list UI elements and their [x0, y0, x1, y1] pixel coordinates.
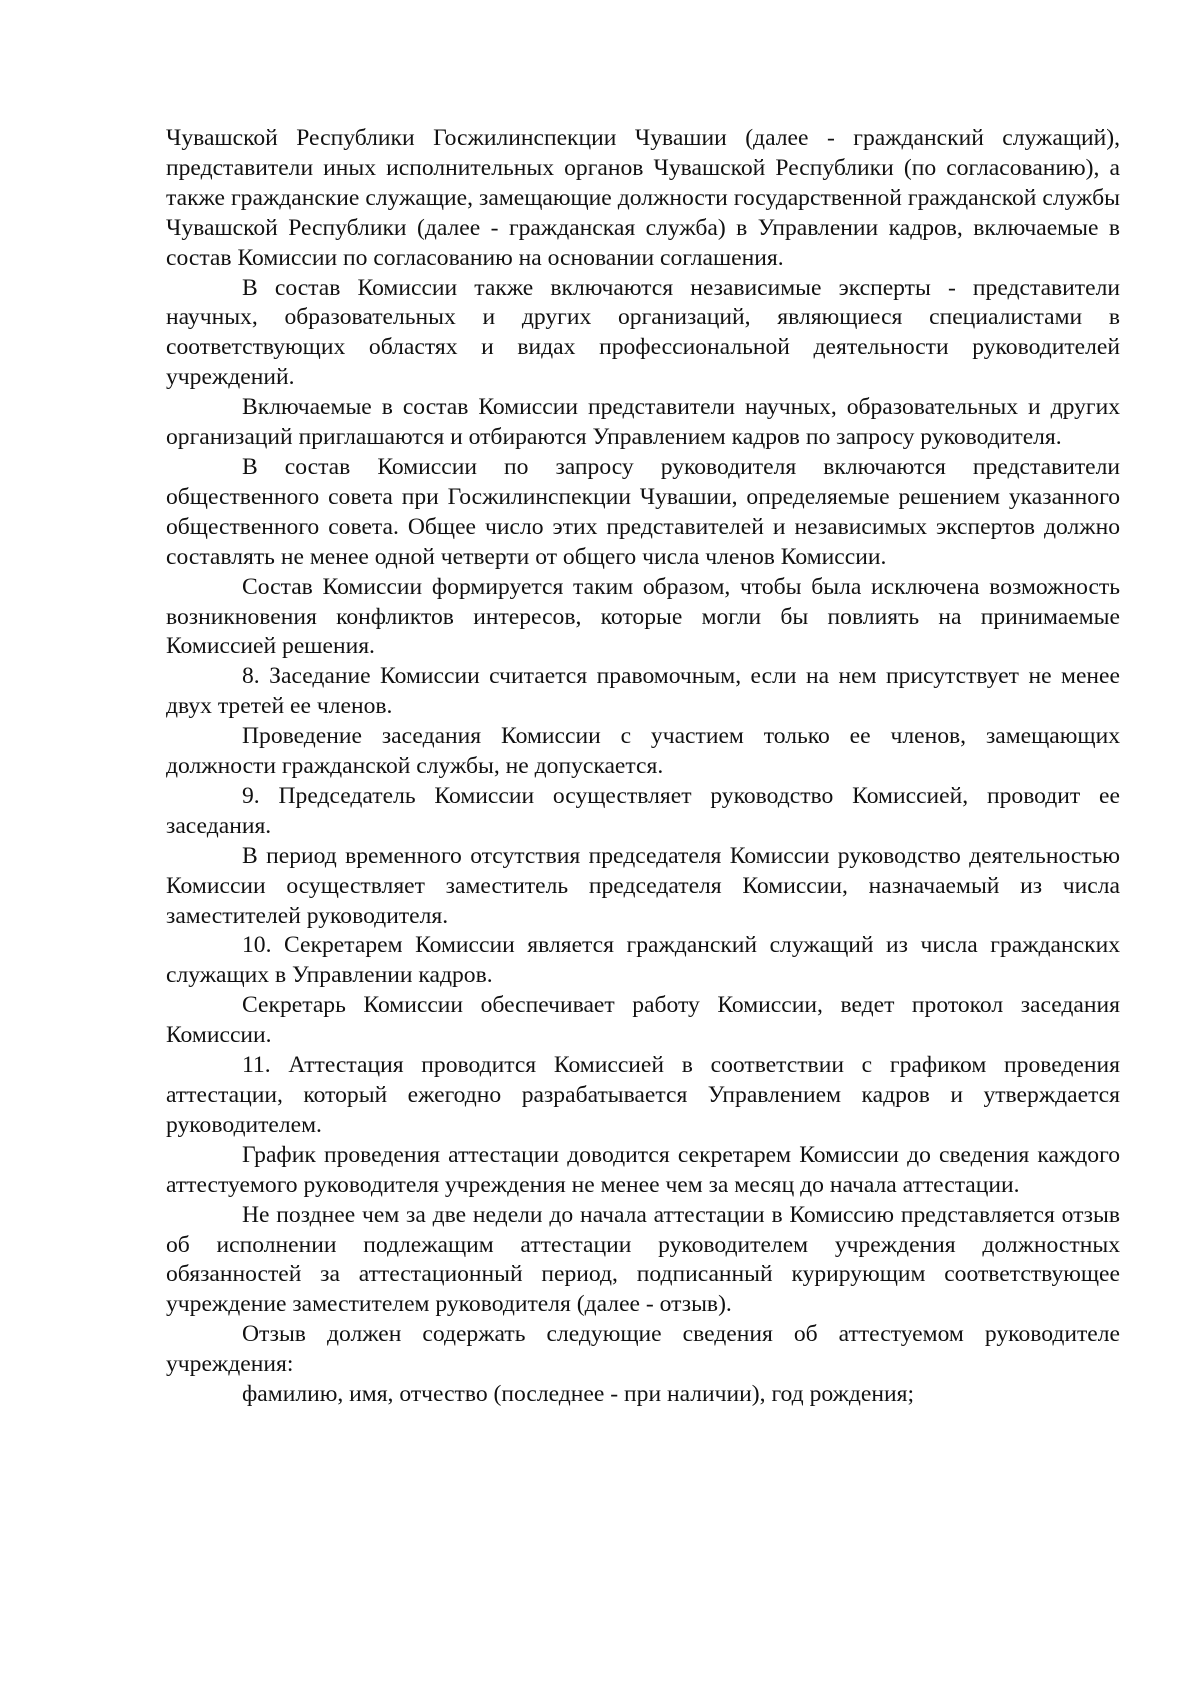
paragraph-item-11-schedule: 11. Аттестация проводится Комиссией в соответствии с графиком проведения аттестации, который ежегодно разрабатывается Управлением кадров и утверждается руководителем.	[166, 1052, 1120, 1138]
paragraph-meeting-restriction: Проведение заседания Комиссии с участием только ее членов, замещающих должности гражданской службы, не допускается.	[166, 723, 1120, 780]
paragraph-review-item-name: фамилию, имя, отчество (последнее - при наличии), год рождения;	[242, 1381, 915, 1408]
paragraph-item-9-chairman: 9. Председатель Комиссии осуществляет руководство Комиссией, проводит ее заседания.	[166, 782, 1120, 839]
paragraph-invited-representatives: Включаемые в состав Комиссии представители научных, образовательных и других организаций приглашаются и отбираются Управлением кадров по запросу руководителя.	[166, 394, 1120, 451]
paragraph-item-8-quorum: 8. Заседание Комиссии считается правомочным, если на нем присутствует не менее двух третей ее членов.	[166, 663, 1120, 720]
paragraph-deputy-chairman: В период временного отсутствия председателя Комиссии руководство деятельностью Комиссии осуществляет заместитель председателя Комиссии, назначаемый из числа заместителей руководителя.	[166, 842, 1120, 929]
paragraph-item-10-secretary: 10. Секретарем Комиссии является гражданский служащий из числа гражданских служащих в Управлении кадров.	[166, 932, 1120, 989]
paragraph-continuation: Чувашской Республики Госжилинспекции Чувашии (далее - гражданский служащий), представители иных исполнительных органов Чувашской Республики (по согласованию), а также гражданские служащие, замещающие должности государственной гражданской службы Чувашской Республики (далее - гражданская служба) в Управлении кадров, включаемые в состав Комиссии по согласованию на основании соглашения.	[166, 125, 1120, 271]
paragraph-public-council: В состав Комиссии по запросу руководителя включаются представители общественного совета при Госжилинспекции Чувашии, определяемые решением указанного общественного совета. Общее число этих представителей и независимых экспертов должно составлять не менее одной четверти от общего числа членов Комиссии.	[166, 453, 1120, 570]
paragraph-schedule-notice: График проведения аттестации доводится секретарем Комиссии до сведения каждого аттестуемого руководителя учреждения не менее чем за месяц до начала аттестации.	[166, 1141, 1120, 1198]
paragraph-conflict-of-interest: Состав Комиссии формируется таким образом, чтобы была исключена возможность возникновения конфликтов интересов, которые могли бы повлиять на принимаемые Комиссией решения.	[166, 573, 1120, 660]
paragraph-review-contents: Отзыв должен содержать следующие сведения об аттестуемом руководителе учреждения:	[166, 1321, 1120, 1378]
paragraph-secretary-duties: Секретарь Комиссии обеспечивает работу Комиссии, ведет протокол заседания Комиссии.	[166, 992, 1120, 1049]
document-body	[166, 124, 1120, 1410]
paragraph-review-submission: Не позднее чем за две недели до начала аттестации в Комиссию представляется отзыв об исполнении подлежащим аттестации руководителем учреждения должностных обязанностей за аттестационный период, подписанный курирующим соответствующее учреждение заместителем руководителя (далее - отзыв).	[166, 1201, 1120, 1318]
paragraph-independent-experts: В состав Комиссии также включаются независимые эксперты - представители научных, образовательных и других организаций, являющиеся специалистами в соответствующих областях и видах профессиональной деятельности руководителей учреждений.	[166, 274, 1120, 391]
